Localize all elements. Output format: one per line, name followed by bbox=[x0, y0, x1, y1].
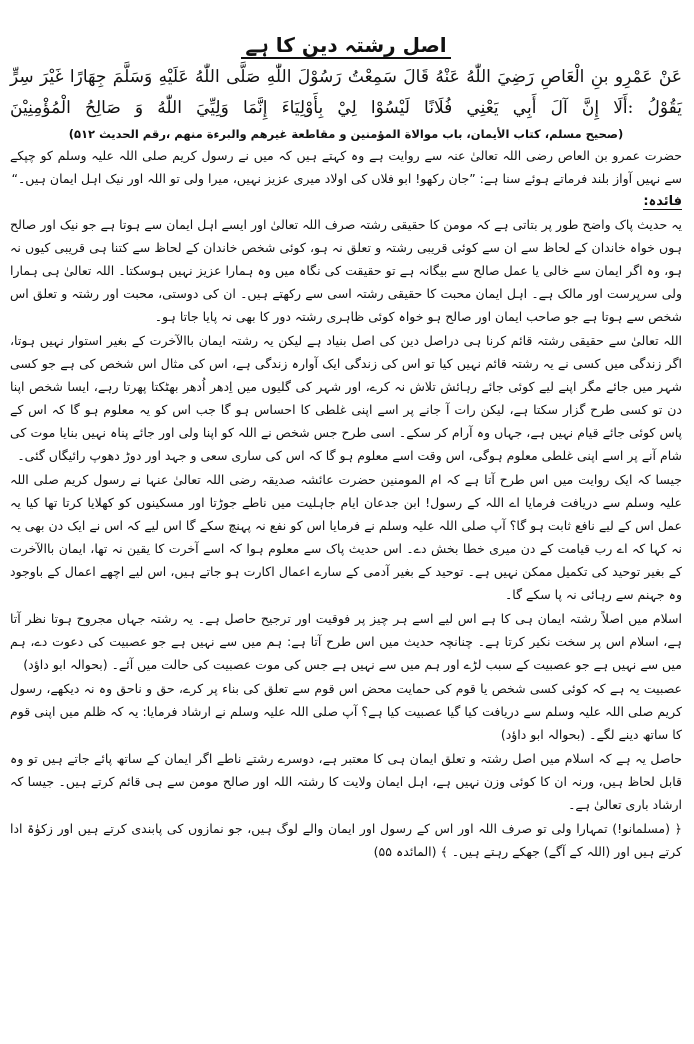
paragraph-3: جیسا کہ ایک روایت میں اس طرح آتا ہے کہ ام المومنین حضرت عائشہ صدیقہ رضی اللہ تعالیٰ عنہا نے رسول کریم صلی اللہ علیہ وسلم سے دریافت فرمایا اے اللہ کے رسول! ابن جدعان ایام جاہلیت میں ناطے جوڑتا اور مسکینوں کو کھلایا کرتا تھا کیا یہ عمل اس کے لیے نافع ثابت ہو گا؟ آپ صلی اللہ علیہ وسلم نے فرمایا اس کو نفع نہ پہنچ سکے گا اس لیے کہ اس نے ایک دن بھی یہ نہ کہا کہ اے رب قیامت کے دن میری خطا بخش دے۔ اس حدیث پاک سے معلوم ہوا کہ اسے آخرت کا یقین نہ تھا، ایمان باالآخرت کے بغیر توحید کی تکمیل ممکن نہیں ہے۔ توحید کے بغیر آدمی کے سارے اعمال اکارت ہو جاتے ہیں، اس لیے اچھے اعمال کے باوجود وہ جہنم سے رہائی نہ پا سکے گا۔ bbox=[10, 472, 682, 602]
quran-verse: ﴿ (مسلمانو!) تمہارا ولی تو صرف اللہ اور اس کے رسول اور ایمان والے لوگ ہیں، جو نمازوں کی پابندی کرتے ہیں اور زکوٰۃ ادا کرتے ہیں اور (اللہ کے آگے) جھکے رہتے ہیں۔ ﴾ (المائدہ ۵۵) bbox=[10, 821, 682, 859]
paragraph-6: حاصل یہ ہے کہ اسلام میں اصل رشتہ و تعلق ایمان ہی کا معتبر ہے، دوسرے رشتے ناطے اگر ایمان کے ساتھ پائے جاتے ہیں تو وہ قابل لحاظ ہیں، ورنہ ان کا کوئی وزن نہیں ہے، اہل ایمان ولایت کا رشتہ اللہ اور صالح مومن سے ہی قائم کرتے ہیں۔ جیسا کہ ارشاد باری تعالیٰ ہے۔ bbox=[10, 751, 682, 812]
faida-heading bbox=[10, 191, 682, 213]
hadith-arabic-line-2: يَقُوْلُ :أَلَا إِنَّ آلَ أَبِي يَعْنِي فُلَانًا لَيْسُوْا لِيْ بِأَوْلِيَاءَ إِنَّمَا وَلِيِّيَ اللّٰهُ وَ صَالِحُ الْمُؤْمِنِيْنَ bbox=[10, 98, 682, 118]
paragraph-5: عصبیت یہ ہے کہ کوئی کسی شخص یا قوم کی حمایت محض اس قوم سے تعلق کی بناء پر کرے، حق و ناحق وہ نہ دیکھے، رسول کریم صلی اللہ علیہ وسلم سے دریافت کیا گیا عصبیت کیا ہے؟ آپ صلی اللہ علیہ وسلم نے ارشاد فرمایا: یہ کہ ظلم میں اپنی قوم کا ساتھ دینے لگے۔ (بحوالہ ابو داؤد) bbox=[10, 681, 682, 742]
hadith-arabic-line-1: عَنْ عَمْرِو بنِ الْعَاصِ رَضِيَ اللّٰهُ عَنْهُ قَالَ سَمِعْتُ رَسُوْلَ اللّٰهِ صَلَّى اللّٰهُ عَلَيْهِ وَسَلَّمَ جِهَارًا غَيْرَ سِرٍّ bbox=[10, 67, 682, 87]
faida-heading-text: فائدہ: bbox=[643, 194, 682, 209]
paragraph-1: یہ حدیث پاک واضح طور پر بتاتی ہے کہ مومن کا حقیقی رشتہ صرف اللہ تعالیٰ اور ایسے اہل ایمان سے ہوتا ہے جو نیک اور صالح ہوں خواہ خاندان کے لحاظ سے ان سے کوئی قریبی رشتہ و تعلق نہ ہو، کوئی شخص خاندان کے لحاظ سے کتنا ہی قریبی کیوں نہ ہو، وہ اگر ایمان سے خالی یا عمل صالح سے بیگانہ ہے تو حقیقت کی نگاہ میں وہ ہمارا عزیز نہیں ہوسکتا۔ اللہ تعالیٰ ہی ہمارا ولی سرپرست اور مالک ہے۔ اہل ایمان محبت کا حقیقی رشتہ اسی سے رکھتے ہیں۔ ان کی دوستی، محبت اور رشتہ و تعلق اس شخص سے ہوتا ہے جو صاحب ایمان اور صالح ہو خواہ کوئی ظاہری رشتہ دور کا بھی نہ پایا جاتا ہو۔ bbox=[10, 217, 682, 324]
paragraph-2: اللہ تعالیٰ سے حقیقی رشتہ قائم کرنا ہی دراصل دین کی اصل بنیاد ہے لیکن یہ رشتہ ایمان باالآخرت کے بغیر استوار نہیں ہوتا، اگر زندگی میں کسی نے یہ رشتہ قائم نہیں کیا تو اس کی زندگی ایک آوارہ زندگی ہے، اس کی مثال اس شخص کی ہے جو کسی شہر میں جائے مگر اپنے لیے کوئی جائے رہائش تلاش نہ کرے، اور شہر کی گلیوں میں اِدھر اُدھر بھٹکتا پھرتا رہے، ایسا شخص اپنا دن تو کسی طرح گزار سکتا ہے، لیکن رات آ جانے پر اسے اپنی غلطی کا احساس ہو گا جب اس کو یہ معلوم ہو گا کہ اس کے پاس کوئی جائے قیام نہیں ہے، جہاں وہ آرام کر سکے۔ اسی طرح جس شخص نے اللہ کو اپنا ولی اور جائے پناہ نہیں بنایا موت کی شام آنے پر اسے اپنی غلطی معلوم ہوگی، اس وقت اسے معلوم ہو گا کہ اس کی ساری سعی و جہد اور دوڑ دھوپ رائیگاں گئی۔ bbox=[10, 333, 682, 463]
hadith-block bbox=[10, 62, 682, 144]
hadith-reference: (صحيح مسلم، كتاب الأيمان، باب موالاة المؤمنين و مقاطعة غيرهم والبرءة منهم ،رقم الحديث ۵۱۲) bbox=[68, 127, 624, 141]
page-title bbox=[10, 30, 682, 60]
paragraph-4: اسلام میں اصلاً رشتہ ایمان ہی کا ہے اس لیے اسے ہر چیز پر فوقیت اور ترجیح حاصل ہے۔ یہ رشتہ جہاں مجروح ہوتا نظر آتا ہے، اسلام اس پر سخت نکیر کرتا ہے۔ چنانچہ حدیث میں اس طرح آتا ہے: ہم میں سے نہیں ہے جو عصبیت کی دعوت دے، ہم میں سے نہیں ہے جو عصبیت کے سبب لڑے اور ہم میں سے نہیں ہے جس کی موت عصبیت کی حالت میں آئے۔ (بحوالہ ابو داؤد) bbox=[10, 611, 682, 672]
document-page bbox=[10, 30, 682, 864]
title-text: اصل رشتہ دین کا ہے bbox=[241, 33, 450, 59]
hadith-translation: حضرت عمرو بن العاص رضی اللہ تعالیٰ عنہ سے روایت ہے وہ کہتے ہیں کہ میں نے رسول کریم صلی اللہ علیہ وسلم کو چپکے سے نہیں آواز بلند فرماتے ہوئے سنا ہے: ”جان رکھو! ابو فلاں کی اولاد میری عزیز نہیں، میرا ولی تو اللہ اور نیک اہل ایمان ہیں۔“ bbox=[10, 148, 682, 186]
